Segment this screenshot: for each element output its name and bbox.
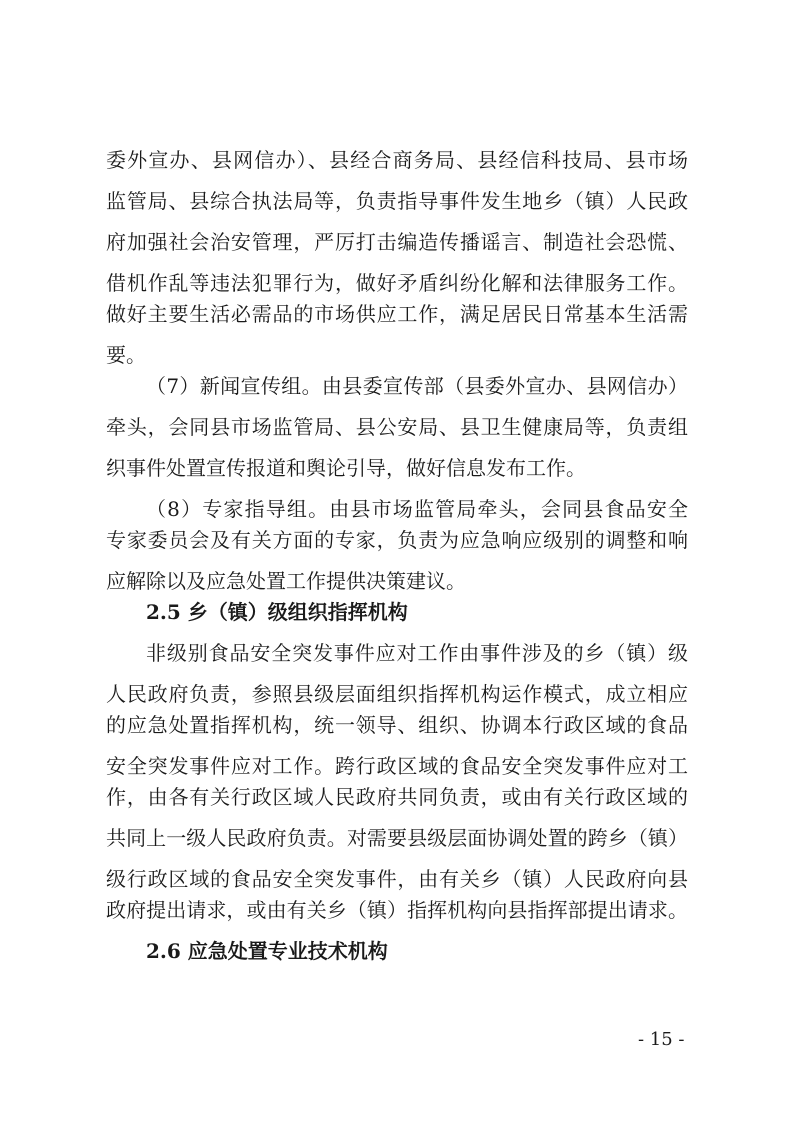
section-heading: 2.6 应急处置专业技术机构 [146, 939, 388, 963]
body-text-line: 织事件处置宣传报道和舆论引导，做好信息发布工作。 [106, 456, 586, 480]
paragraph-start-line: （8）专家指导组。由县市场监管局牵头，会同县食品安全 [146, 497, 688, 521]
body-text-line: 借机作乱等违法犯罪行为，做好矛盾纠纷化解和法律服务工作。 [106, 271, 688, 295]
body-text-line: 应解除以及应急处置工作提供决策建议。 [106, 569, 466, 593]
body-text-line: 委外宣办、县网信办）、县经合商务局、县经信科技局、县市场 [106, 148, 688, 172]
body-text-line: 安全突发事件应对工作。跨行政区域的食品安全突发事件应对工 [106, 754, 688, 778]
body-text-line: 共同上一级人民政府负责。对需要县级层面协调处置的跨乡（镇） [106, 826, 688, 850]
body-text-line: 府加强社会治安管理，严厉打击编造传播谣言、制造社会恐慌、 [106, 230, 688, 254]
body-text-line: 专家委员会及有关方面的专家，负责为应急响应级别的调整和响 [106, 528, 688, 552]
body-text-line: 作，由各有关行政区域人民政府共同负责，或由有关行政区域的 [106, 785, 688, 809]
body-text-line: 人民政府负责，参照县级层面组织指挥机构运作模式，成立相应 [106, 682, 688, 706]
paragraph-start-line: 非级别食品安全突发事件应对工作由事件涉及的乡（镇）级 [146, 641, 688, 665]
section-heading: 2.5 乡（镇）级组织指挥机构 [146, 600, 408, 624]
body-text-line: 的应急处置指挥机构，统一领导、组织、协调本行政区域的食品 [106, 713, 688, 737]
body-text-line: 要。 [106, 343, 146, 367]
body-text-line: 政府提出请求，或由有关乡（镇）指挥机构向县指挥部提出请求。 [106, 898, 688, 922]
body-text-line: 级行政区域的食品安全突发事件，由有关乡（镇）人民政府向县 [106, 867, 688, 891]
body-text-line: 监管局、县综合执法局等，负责指导事件发生地乡（镇）人民政 [106, 189, 688, 213]
page-number: - 15 - [638, 1029, 685, 1050]
body-text-line: 做好主要生活必需品的市场供应工作，满足居民日常基本生活需 [106, 302, 688, 326]
body-text-line: 牵头，会同县市场监管局、县公安局、县卫生健康局等，负责组 [106, 415, 688, 439]
paragraph-start-line: （7）新闻宣传组。由县委宣传部（县委外宣办、县网信办） [146, 374, 688, 398]
